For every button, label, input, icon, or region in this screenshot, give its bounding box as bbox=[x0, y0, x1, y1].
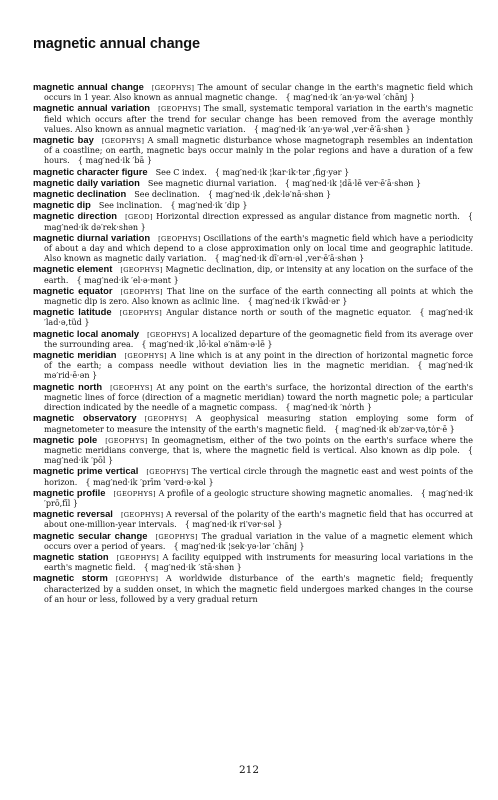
entry-definition: See magnetic diurnal variation. bbox=[147, 178, 277, 188]
entry-term: magnetic character figure bbox=[33, 165, 148, 177]
entry-pronunciation: { mag′ned·ik ′prō,fīl } bbox=[44, 488, 474, 508]
entry-subject-label: [GEOPHYS] bbox=[146, 468, 189, 477]
entry-pronunciation: { mag′ned·ik ,dek·lə′nā·shən } bbox=[207, 190, 332, 200]
entry-subject-label: [GEOPHYS] bbox=[101, 137, 145, 146]
entry-term: magnetic element bbox=[33, 263, 113, 275]
entry-term: magnetic prime vertical bbox=[33, 465, 139, 477]
entry-definition: Oscillations of the earth's magnetic field which have a periodicity of about a day and which depend to a close approximation only on local time and geographic latitude. Also known as magnetic daily variation. bbox=[44, 233, 474, 264]
dictionary-entry bbox=[33, 329, 473, 350]
entry-pronunciation: { mag′ned·ik ri′vər·səl } bbox=[184, 520, 283, 530]
entry-definition: The small, systematic temporal variation in the earth's magnetic field which occurs after the trend for secular change has been removed from the average monthly values. Also known as annual magnetic variation. bbox=[44, 104, 473, 134]
dictionary-entry bbox=[33, 103, 473, 135]
entry-subject-label: [GEOPHYS] bbox=[124, 352, 167, 361]
entry-term: magnetic north bbox=[33, 380, 103, 392]
entry-term: magnetic local anomaly bbox=[33, 327, 140, 339]
entry-term: magnetic annual change bbox=[33, 81, 144, 92]
entry-term: magnetic station bbox=[33, 550, 109, 562]
entry-definition: The gradual variation in the value of a magnetic element which occurs over a period of years. bbox=[44, 531, 473, 551]
dictionary-entry bbox=[33, 488, 473, 509]
entry-definition: A localized departure of the geomagnetic field from its average over the surrounding area. bbox=[44, 329, 473, 349]
entry-definition: Angular distance north or south of the magnetic equator. bbox=[166, 308, 412, 318]
dictionary-entry bbox=[33, 509, 473, 530]
entry-definition: See C index. bbox=[155, 167, 207, 177]
dictionary-entry bbox=[33, 189, 473, 200]
entry-pronunciation: { mag′ned·ik ′an·yə·wəl ,ver·ē′ā·shən } bbox=[253, 124, 411, 134]
entry-pronunciation: { mag′ned·ik də′rek·shən } bbox=[44, 212, 474, 232]
entry-term: magnetic storm bbox=[33, 572, 108, 584]
entry-term: magnetic dip bbox=[33, 199, 91, 211]
entry-term: magnetic direction bbox=[33, 210, 118, 222]
entry-subject-label: [GEOPHYS] bbox=[120, 511, 164, 520]
entry-term: magnetic declination bbox=[33, 188, 127, 200]
entry-term: magnetic latitude bbox=[33, 306, 112, 318]
dictionary-entry bbox=[33, 135, 473, 167]
entry-definition: See declination. bbox=[134, 190, 200, 200]
entry-definition: A worldwide disturbance of the earth's magnetic field; frequently characterized by a sudden onset, in which the magnetic field undergoes marked changes in the course of an hour or less, followed by a very gradual return bbox=[44, 574, 474, 604]
dictionary-entry bbox=[33, 233, 473, 265]
entry-pronunciation: { mag′ned·ik ,lō·kəl ə′näm·ə·lē } bbox=[141, 339, 273, 349]
entry-pronunciation: { mag′ned·ik ′prīm ′vərd·ə·kəl } bbox=[85, 477, 214, 487]
entry-subject-label: [GEOPHYS] bbox=[119, 309, 163, 318]
entry-subject-label: [GEOPHYS] bbox=[110, 383, 153, 392]
dictionary-entry bbox=[33, 531, 473, 552]
entry-pronunciation: { mag′ned·ik ¦kar·ik·tər ,fig·yər } bbox=[214, 167, 350, 177]
entry-term: magnetic equator bbox=[33, 284, 113, 296]
page-title: magnetic annual change bbox=[33, 36, 201, 52]
entry-definition: A geophysical measuring station employing some form of magnetometer to measure the intensity of the earth's magnetic field. bbox=[44, 414, 473, 434]
entry-definition: A reversal of the polarity of the earth's magnetic field that has occurred at about one-million-year intervals. bbox=[44, 510, 473, 530]
entry-pronunciation: { mag′ned·ik ′bā } bbox=[77, 156, 152, 166]
entry-term: magnetic reversal bbox=[33, 508, 113, 520]
dictionary-entry bbox=[33, 350, 473, 382]
entry-term: magnetic bay bbox=[33, 134, 94, 146]
entry-pronunciation: { mag′ned·ik i′kwād·ər } bbox=[247, 297, 348, 307]
entry-term: magnetic daily variation bbox=[33, 176, 140, 188]
entry-definition: Horizontal direction expressed as angular distance from magnetic north. bbox=[156, 212, 460, 222]
entry-term: magnetic diurnal variation bbox=[33, 231, 151, 243]
entry-term: magnetic observatory bbox=[33, 412, 137, 424]
entry-pronunciation: { mag′ned·ik ′lad·ə,tüd } bbox=[44, 308, 474, 328]
dictionary-entry bbox=[33, 382, 473, 414]
entry-term: magnetic pole bbox=[33, 433, 98, 445]
entry-term: magnetic meridian bbox=[33, 349, 117, 361]
entry-subject-label: [GEOPHYS] bbox=[105, 436, 148, 445]
entry-pronunciation: { mag′ned·ik ¦sek·yə·lər ′chānj } bbox=[173, 541, 305, 551]
entry-subject-label: [GEOD] bbox=[125, 213, 153, 222]
entry-pronunciation: { mag′ned·ik ′dip } bbox=[170, 201, 248, 211]
entry-pronunciation: { mag′ned·ik əb′zər·və,tȯr·ē } bbox=[334, 424, 455, 434]
entry-definition: A facility equipped with instruments for measuring local variations in the earth's magnetic field. bbox=[44, 552, 473, 573]
entry-definition: Magnetic declination, dip, or intensity at any location on the surface of the earth. bbox=[44, 265, 473, 285]
entry-subject-label: [GEOPHYS] bbox=[113, 489, 156, 498]
entry-subject-label: [GEOPHYS] bbox=[115, 575, 159, 584]
dictionary-entry bbox=[33, 82, 473, 103]
dictionary-entries bbox=[33, 82, 473, 605]
entry-term: magnetic secular change bbox=[33, 529, 148, 541]
entry-definition: The vertical circle through the magnetic east and west points of the horizon. bbox=[44, 467, 473, 487]
entry-definition: In geomagnetism, either of the two points on the earth's surface where the magnetic meridians converge, that is, where the magnetic field is vertical. Also known as dip pole. bbox=[44, 435, 473, 455]
entry-definition: A small magnetic disturbance whose magnetograph resembles an indentation of a coastline; on earth, magnetic bays occur mainly in the polar regions and have a duration of a few hours. bbox=[44, 136, 473, 166]
dictionary-entry bbox=[33, 286, 473, 307]
entry-pronunciation: { mag′ned·ik dī′ərn·əl ,ver·ē′ā·shən } bbox=[214, 254, 365, 264]
entry-subject-label: [GEOPHYS] bbox=[155, 532, 198, 541]
entry-subject-label: [GEOPHYS] bbox=[120, 266, 163, 275]
entry-definition: The amount of secular change in the earth's magnetic field which occurs in 1 year. Also known as annual magnetic change. bbox=[44, 83, 474, 103]
entry-subject-label: [GEOPHYS] bbox=[116, 553, 159, 562]
page-number: 212 bbox=[238, 764, 260, 776]
entry-term: magnetic profile bbox=[33, 486, 106, 498]
entry-definition: That line on the surface of the earth connecting all points at which the magnetic dip is zero. Also known as aclinic line. bbox=[44, 286, 474, 307]
entry-subject-label: [GEOPHYS] bbox=[147, 330, 190, 339]
dictionary-entry bbox=[33, 307, 473, 328]
entry-pronunciation: { mag′ned·ik mə′rid·ē·ən } bbox=[44, 361, 473, 381]
entry-subject-label: [GEOPHYS] bbox=[120, 287, 163, 296]
entry-pronunciation: { mag′ned·ik ¦dā·lē ver·ē′ā·shən } bbox=[284, 178, 422, 188]
dictionary-entry bbox=[33, 211, 473, 232]
dictionary-entry bbox=[33, 573, 473, 605]
entry-definition: See inclination. bbox=[98, 201, 163, 211]
entry-definition: At any point on the earth's surface, the horizontal direction of the earth's magnetic lines of force (direction of a magnetic meridian) toward the north magnetic pole; a particular direction indicated by the needle of a magnetic compass. bbox=[44, 382, 473, 413]
entry-definition: A line which is at any point in the direction of horizontal magnetic force of the earth; a compass needle without deviation lies in the magnetic meridian. bbox=[44, 351, 473, 371]
entry-term: magnetic annual variation bbox=[33, 102, 151, 114]
dictionary-entry bbox=[33, 413, 473, 434]
dictionary-entry bbox=[33, 264, 473, 285]
entry-subject-label: [GEOPHYS] bbox=[158, 105, 201, 114]
dictionary-entry bbox=[33, 552, 473, 573]
entry-subject-label: [GEOPHYS] bbox=[158, 234, 201, 243]
entry-subject-label: [GEOPHYS] bbox=[151, 84, 195, 92]
dictionary-entry bbox=[33, 435, 473, 467]
entry-pronunciation: { mag′ned·ik ′el·ə·mənt } bbox=[76, 275, 179, 285]
entry-pronunciation: { mag′ned·ik ′nȯrth } bbox=[285, 403, 372, 413]
entry-definition: A profile of a geologic structure showing magnetic anomalies. bbox=[158, 488, 413, 498]
entry-subject-label: [GEOPHYS] bbox=[144, 415, 188, 424]
dictionary-entry bbox=[33, 466, 473, 487]
entry-pronunciation: { mag′ned·ik ′pōl } bbox=[44, 445, 473, 466]
entry-pronunciation: { mag′ned·ik ′stā·shən } bbox=[143, 563, 242, 573]
entry-pronunciation: { mag′ned·ik ′an·yə·wəl ′chānj } bbox=[285, 93, 415, 103]
